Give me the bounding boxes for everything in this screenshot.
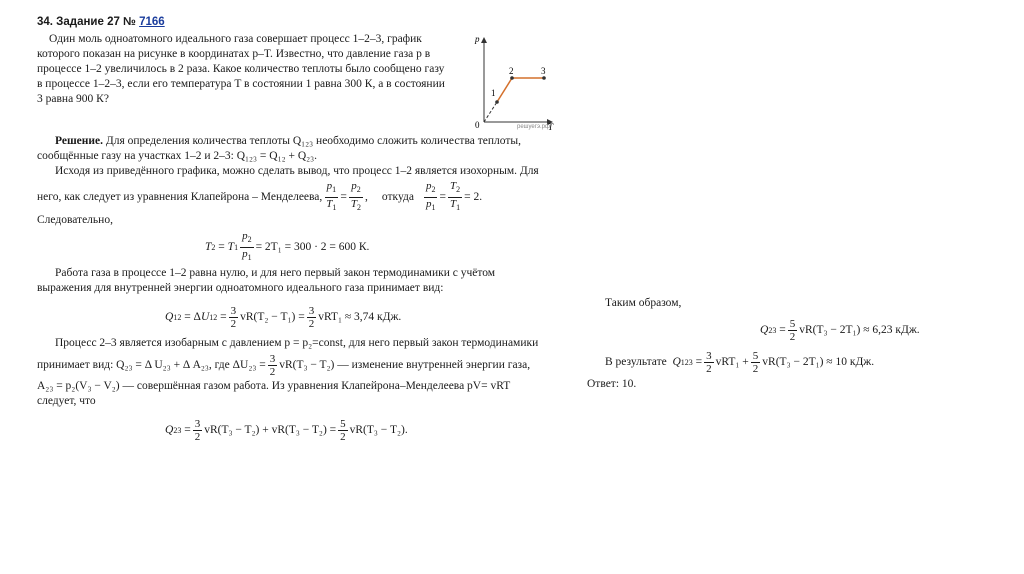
eq-text: = 2T₁ = 300 · 2 = 600 К. [255, 240, 370, 253]
dashed-line [484, 102, 497, 122]
eq-q23-result: Q 23 = 5 2 vR(T₃ − 2T₁) ≈ 6,23 кДж. [760, 317, 920, 343]
solution-line: Следовательно, [37, 214, 113, 226]
answer: Ответ: 10. [587, 378, 637, 390]
eq-text: vRT₁ + [715, 355, 749, 368]
problem-text [37, 32, 457, 107]
solution-line: следует, что [37, 395, 96, 407]
p-axis-label: p [475, 34, 480, 44]
solution-line: = 2. [464, 190, 483, 203]
eq-q12: Q 12 = Δ U 12 = 3 2 vR(T₂ − T₁) = $\frac{3}{2}$ vRT₁ ≈ 3,74 кДж. [165, 304, 402, 330]
solution-line: принимает вид: Q₂₃ = Δ U₂₃ + Δ A₂₃, где ΔU₂₃ = [37, 358, 266, 371]
solution-block [37, 134, 565, 445]
point-2-label: 2 [509, 66, 514, 76]
problem-line: 3 равна 900 К? [37, 93, 109, 105]
solution-line: vR(T₃ − T₂) — изменение внутренней энергии газа, [279, 358, 531, 371]
solution-line: сообщённые газу на участках 1–2 и 2–3: Q₁₂₃ = Q₁₂ + Q₂₃. [37, 150, 318, 162]
origin-label: 0 [475, 120, 480, 130]
solution-line: откуда [381, 190, 414, 203]
task-number: 34. Задание 27 № [37, 16, 136, 28]
eq-text: vR(T₃ − 2T₁) ≈ 6,23 кДж. [799, 323, 920, 336]
clapeyron-line: него, как следует из уравнения Клапейрона – Менделеева, $p_1$ $T_1$ = $p_2$ $T_2$ , откуда $p_2$ $p_1$ = $\frac{T_2}{T_1}$ = 2. [37, 180, 483, 212]
problem-line: в процессе 1–2–3, если его температура T в состоянии 1 равна 300 К, а в состоянии [37, 78, 445, 90]
solution-line: выражения для внутренней энергии одноатомного идеального газа принимает вид: [37, 282, 444, 294]
watermark: решуегэ.рф [517, 124, 550, 130]
solution-line: него, как следует из уравнения Клапейрона – Менделеева, [37, 190, 323, 203]
solution-line: Процесс 2–3 является изобарным с давлением p = p₂=const, для него первый закон термодинамики [55, 337, 539, 349]
problem-line: которого показан на рисунке в координатах p–T. Известно, что давление газа p в [37, 48, 431, 60]
point-3-label: 3 [541, 66, 546, 76]
point-2 [510, 76, 514, 80]
segment-1-2 [497, 78, 512, 102]
task-link[interactable]: 7166 [139, 16, 165, 28]
solution-label: Решение. [55, 135, 104, 147]
solution-line: A₂₃ = p₂(V₃ − V₂) — совершённая газом работа. Из уравнения Клапейрона–Менделеева pV= vRT [37, 380, 511, 392]
pt-graph [462, 30, 557, 130]
problem-line: Один моль одноатомного идеального газа совершает процесс 1–2–3, график [49, 33, 422, 45]
right-line: В результате [605, 355, 667, 368]
point-3 [542, 76, 546, 80]
right-column [587, 296, 965, 392]
point-1 [495, 100, 499, 104]
eq-q123-result: В результате Q 123 = 3 2 vRT₁ + $\frac{5}{2}$ vR(T₃ − 2T₁) ≈ 10 кДж. [605, 349, 875, 375]
eq-text: vR(T₃ − T₂). [349, 423, 408, 436]
task-header [37, 16, 165, 28]
eq-text: vR(T₃ − T₂) + vR(T₃ − T₂) = [204, 423, 337, 436]
eq-text: vRT₁ ≈ 3,74 кДж. [318, 310, 402, 323]
t-axis-label: T [548, 122, 554, 130]
solution-line: Исходя из приведённого графика, можно сделать вывод, что процесс 1–2 является изохорным. Для [55, 165, 539, 177]
eq-text: vR(T₃ − 2T₁) ≈ 10 кДж. [762, 355, 875, 368]
solution-line: Работа газа в процессе 1–2 равна нулю, и для него первый закон термодинамики с учётом [55, 267, 496, 279]
eq-text: vR(T₂ − T₁) = [240, 310, 305, 323]
problem-line: процессе 1–2 увеличилось в 2 раза. Какое количество теплоты было сообщено газу [37, 63, 445, 75]
right-line: Таким образом, [605, 297, 682, 309]
solution-line: Для определения количества теплоты Q₁₂₃ необходимо сложить количества теплоты, [105, 135, 521, 147]
eq-q23: Q 23 = 3 2 vR(T₃ − T₂) + vR(T₃ − T₂) = $\frac{5}{2}$ vR(T₃ − T₂). [165, 417, 408, 443]
solution-line-9: принимает вид: Q₂₃ = Δ U₂₃ + Δ A₂₃, где ΔU₂₃ = $\frac{3}{2}$ vR(T₃ − T₂) — изменение внутренней энергии газа, [37, 352, 531, 378]
point-1-label: 1 [491, 88, 496, 98]
eq-t2: T 2 = T 1 $\frac{p_2}{p_1}$ = 2T₁ = 300 · 2 = 600 К. [205, 230, 370, 262]
